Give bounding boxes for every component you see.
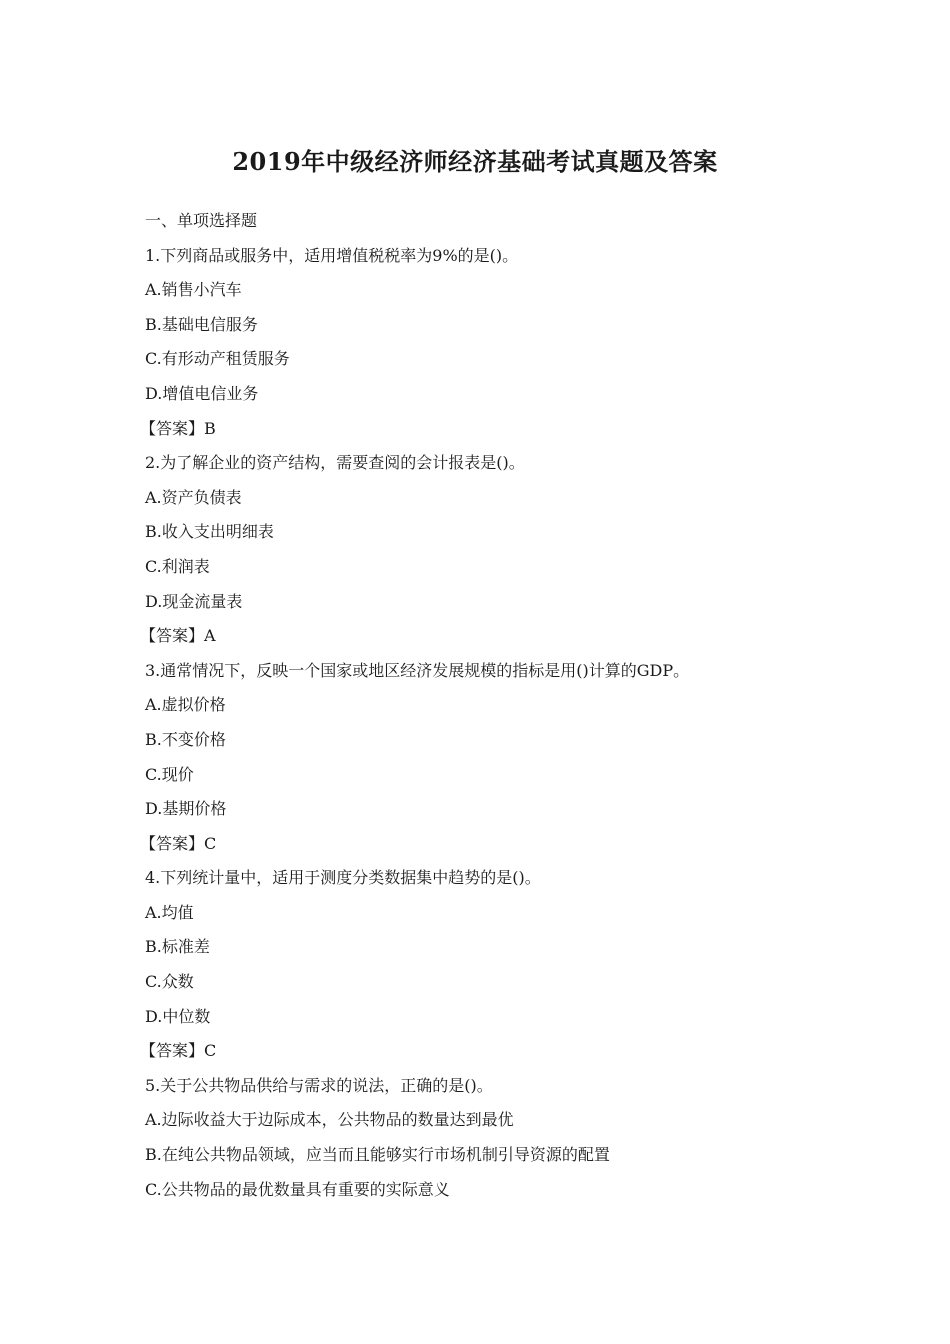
option-a: A.边际收益大于边际成本，公共物品的数量达到最优: [145, 1110, 514, 1130]
option-b: B.基础电信服务: [145, 314, 258, 334]
option-a: A.资产负债表: [145, 487, 242, 507]
option-d: D.增值电信业务: [145, 383, 259, 403]
question-stem: 3.通常情况下，反映一个国家或地区经济发展规模的指标是用()计算的GDP。: [145, 660, 690, 680]
option-d: D.中位数: [145, 1006, 211, 1026]
option-c: C.现价: [145, 764, 194, 784]
document-title: 2019年中级经济师经济基础考试真题及答案: [232, 147, 718, 176]
option-c: C.有形动产租赁服务: [145, 349, 290, 369]
question-stem: 2.为了解企业的资产结构，需要查阅的会计报表是()。: [145, 453, 525, 473]
option-a: A.均值: [145, 902, 194, 922]
option-b: B.收入支出明细表: [145, 522, 274, 542]
option-b: B.在纯公共物品领域，应当而且能够实行市场机制引导资源的配置: [145, 1145, 610, 1165]
document-body: [140, 209, 825, 1212]
question-stem: 4.下列统计量中，适用于测度分类数据集中趋势的是()。: [145, 868, 541, 888]
option-b: B.标准差: [145, 937, 210, 957]
option-a: A.虚拟价格: [145, 695, 226, 715]
option-b: B.不变价格: [145, 729, 226, 749]
option-a: A.销售小汽车: [145, 280, 242, 300]
section-heading: 一、单项选择题: [145, 211, 258, 230]
option-d: D.基期价格: [145, 799, 227, 819]
option-d: D.现金流量表: [145, 591, 243, 611]
answer-line: 【答案】C: [140, 833, 217, 853]
answer-line: 【答案】B: [140, 418, 216, 438]
option-c: C.利润表: [145, 556, 210, 576]
option-c: C.众数: [145, 972, 194, 992]
option-c: C.公共物品的最优数量具有重要的实际意义: [145, 1179, 450, 1199]
question-stem: 1.下列商品或服务中，适用增值税税率为9%的是()。: [145, 245, 519, 265]
answer-line: 【答案】C: [140, 1041, 217, 1061]
answer-line: 【答案】A: [140, 626, 216, 646]
question-stem: 5.关于公共物品供给与需求的说法，正确的是()。: [145, 1075, 493, 1095]
